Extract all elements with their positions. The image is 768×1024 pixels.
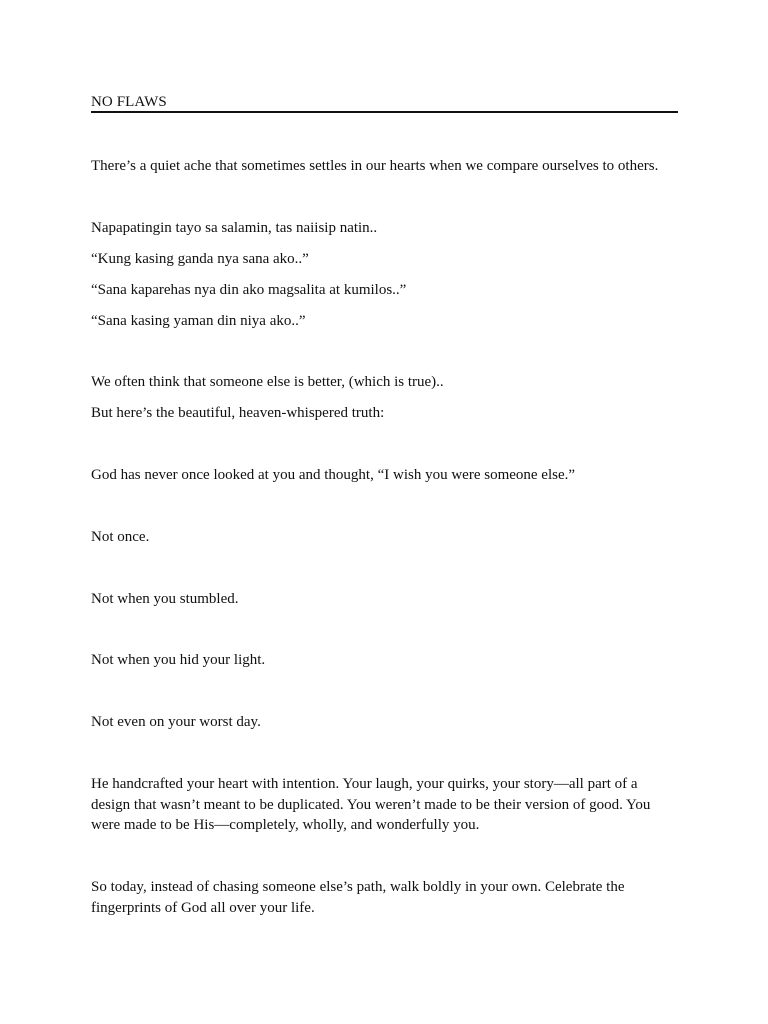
comparison-line: We often think that someone else is better, (which is true).. [91, 374, 444, 390]
not-hid-light-line: Not when you hid your light. [91, 652, 266, 668]
quote-line-1: “Kung kasing ganda nya sana ako..” [91, 251, 309, 267]
page-title: NO FLAWS [91, 94, 167, 110]
truth-line: But here’s the beautiful, heaven-whispered truth: [91, 405, 385, 421]
god-line: God has never once looked at you and thought, “I wish you were someone else.” [91, 467, 576, 483]
quote-line-2: “Sana kaparehas nya din ako magsalita at kumilos..” [91, 282, 407, 298]
intro-line: There’s a quiet ache that sometimes settles in our hearts when we compare ourselves to others. [91, 158, 659, 174]
not-once-line: Not once. [91, 529, 150, 545]
quote-line-3: “Sana kasing yaman din niya ako..” [91, 313, 306, 329]
not-worst-day-line: Not even on your worst day. [91, 714, 261, 730]
not-stumbled-line: Not when you stumbled. [91, 591, 239, 607]
title-underline [91, 93, 678, 113]
reflection-line-1: Napapatingin tayo sa salamin, tas naiisip natin.. [91, 220, 378, 236]
handcrafted-paragraph: He handcrafted your heart with intention. Your laugh, your quirks, your story—all part of a design that wasn’t meant to be duplicated. You weren’t made to be their version of good. You were made to be His—completely, wholly, and wonderfully you. [91, 776, 651, 833]
today-paragraph: So today, instead of chasing someone else’s path, walk boldly in your own. Celebrate the fingerprints of God all over your life. [91, 879, 625, 916]
